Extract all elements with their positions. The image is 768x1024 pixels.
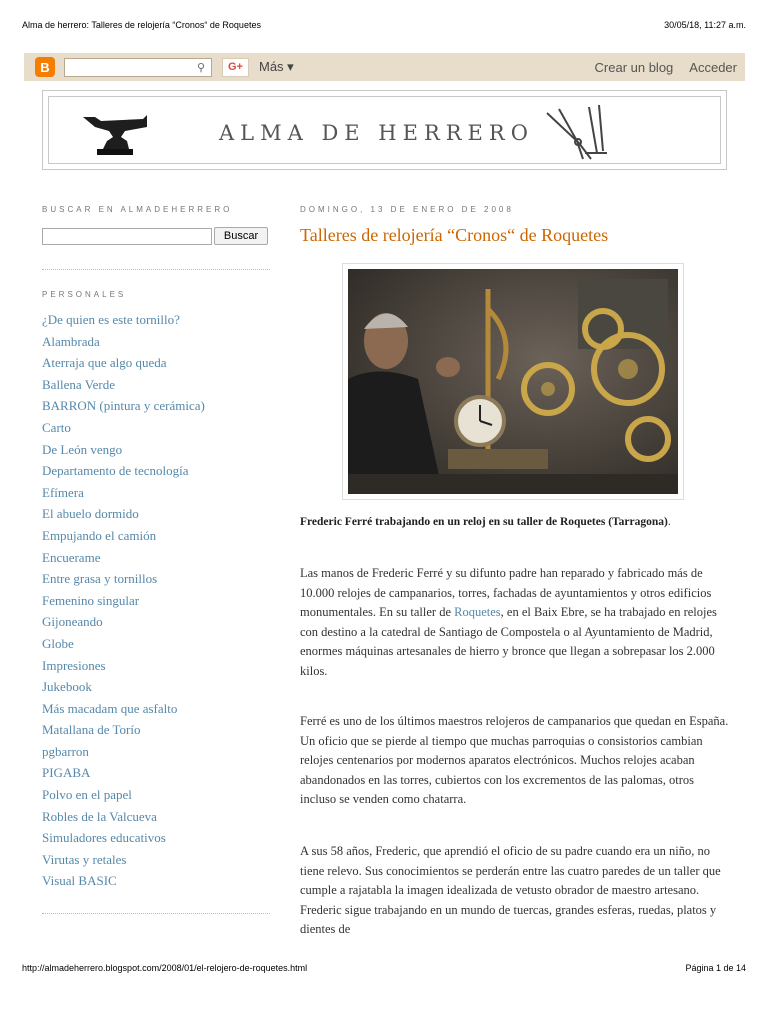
personales-link[interactable]: Aterraja que algo queda: [42, 355, 167, 371]
clockmaker-photo: [348, 269, 678, 494]
personales-link[interactable]: Visual BASIC: [42, 873, 117, 889]
roquetes-link[interactable]: Roquetes: [454, 605, 501, 619]
personales-link[interactable]: Efímera: [42, 484, 84, 500]
caption-tail: .: [667, 516, 671, 528]
blog-title[interactable]: ALMA DE HERRERO: [219, 121, 534, 145]
print-header: [22, 20, 746, 30]
personales-link[interactable]: Ballena Verde: [42, 376, 116, 392]
personales-link[interactable]: Alambrada: [42, 333, 100, 349]
personales-link[interactable]: Encuerame: [42, 549, 101, 565]
personales-list: [42, 309, 205, 892]
p1-text-a: Las manos de Frederic Ferré y su difunto padre han reparado y fabricado más de 10.000 relojes de campanarios, torres, fachadas de ayuntamientos y otros edificios monumentales. En su taller de: [300, 566, 712, 619]
caption-text: Frederic Ferré trabajando en un reloj en su taller de Roquetes (Tarragona): [300, 516, 668, 528]
post-image[interactable]: [342, 263, 684, 500]
personales-link[interactable]: Robles de la Valcueva: [42, 808, 157, 824]
sidebar-divider: [42, 913, 270, 914]
post-date: DOMINGO, 13 DE ENERO DE 2008: [300, 205, 514, 214]
print-datetime: 30/05/18, 11:27 a.m.: [664, 20, 746, 30]
print-footer: [22, 963, 746, 973]
search-heading: BUSCAR EN ALMADEHERRERO: [42, 205, 233, 214]
post-paragraph-2: Ferré es uno de los últimos maestros relojeros de campanarios que quedan en España. Un oficio que se pierde al tiempo que muchas parroquias o consistorios cambian relojes centenarios por modernos aparatos electrónicos. Muchos relojes acaban abandonados en las torres, cubiertos con los excrementos de las palomas, otros incluso se venden como chatarra.: [300, 714, 729, 806]
personales-link[interactable]: ¿De quien es este tornillo?: [42, 312, 180, 327]
blog-search-input[interactable]: [42, 228, 212, 245]
personales-link[interactable]: Carto: [42, 419, 71, 435]
navbar-search-input[interactable]: [64, 58, 212, 77]
sidebar-divider: [42, 269, 270, 270]
blog-header: [42, 90, 727, 170]
image-caption: [300, 513, 720, 532]
post-paragraph-3: A sus 58 años, Frederic, que aprendió el oficio de su padre cuando era un niño, no tiene relevo. Sus conocimientos se perderán entre las cuatro paredes de un taller que cumple a rajatabla la imagen idealizada de vetusto obrador de maestro artesano. Frederic sigue trabajando en un mundo de tuercas, grandes esferas, ruedas, platos y dientes de: [300, 844, 721, 936]
search-button[interactable]: Buscar: [214, 227, 268, 245]
blogger-navbar: [24, 53, 745, 81]
personales-heading: PERSONALES: [42, 290, 127, 299]
print-page-title: Alma de herrero: Talleres de relojería “Cronos“ de Roquetes: [22, 20, 261, 30]
personales-link[interactable]: Empujando el camión: [42, 527, 157, 543]
create-blog-link[interactable]: Crear un blog: [594, 59, 674, 75]
personales-link[interactable]: pgbarron: [42, 743, 89, 759]
personales-link[interactable]: De León vengo: [42, 441, 123, 457]
print-url: http://almadeherrero.blogspot.com/2008/01/el-relojero-de-roquetes.html: [22, 963, 308, 973]
personales-link[interactable]: Jukebook: [42, 679, 92, 695]
personales-link[interactable]: PIGABA: [42, 765, 91, 781]
personales-link[interactable]: Femenino singular: [42, 592, 140, 608]
gplus-button[interactable]: G+: [222, 58, 249, 77]
personales-link[interactable]: Impresiones: [42, 657, 106, 673]
more-menu-button[interactable]: Más ▾: [259, 59, 294, 74]
personales-link[interactable]: Simuladores educativos: [42, 830, 166, 846]
post-title[interactable]: Talleres de relojería “Cronos“ de Roquetes: [300, 225, 609, 245]
personales-link[interactable]: BARRON (pintura y cerámica): [42, 398, 205, 414]
personales-link[interactable]: Departamento de tecnología: [42, 463, 189, 479]
personales-link[interactable]: Más macadam que asfalto: [42, 700, 178, 716]
sign-in-link[interactable]: Acceder: [689, 59, 737, 75]
personales-link[interactable]: Polvo en el papel: [42, 787, 132, 803]
post-paragraph-1: [300, 564, 730, 681]
personales-link[interactable]: Entre grasa y tornillos: [42, 571, 158, 587]
personales-link[interactable]: Virutas y retales: [42, 851, 127, 867]
anvil-icon: [81, 111, 151, 161]
print-page-number: Página 1 de 14: [685, 963, 746, 973]
personales-link[interactable]: Gijoneando: [42, 614, 103, 630]
search-icon[interactable]: ⚲: [196, 61, 205, 74]
p1-text-b: , en el Baix Ebre, se ha trabajado en relojes con destino a la catedral de Santiago de Compostela o al Ayuntamiento de Madrid, enormes máquinas artesanales de hierro y bronce que llegan a sobrepasar los 2.000 kilos.: [300, 605, 717, 678]
personales-link[interactable]: Globe: [42, 635, 74, 651]
personales-link[interactable]: Matallana de Torío: [42, 722, 141, 738]
blogger-logo-icon[interactable]: B: [35, 57, 55, 77]
tongs-icon: [539, 103, 609, 163]
personales-link[interactable]: El abuelo dormido: [42, 506, 139, 522]
